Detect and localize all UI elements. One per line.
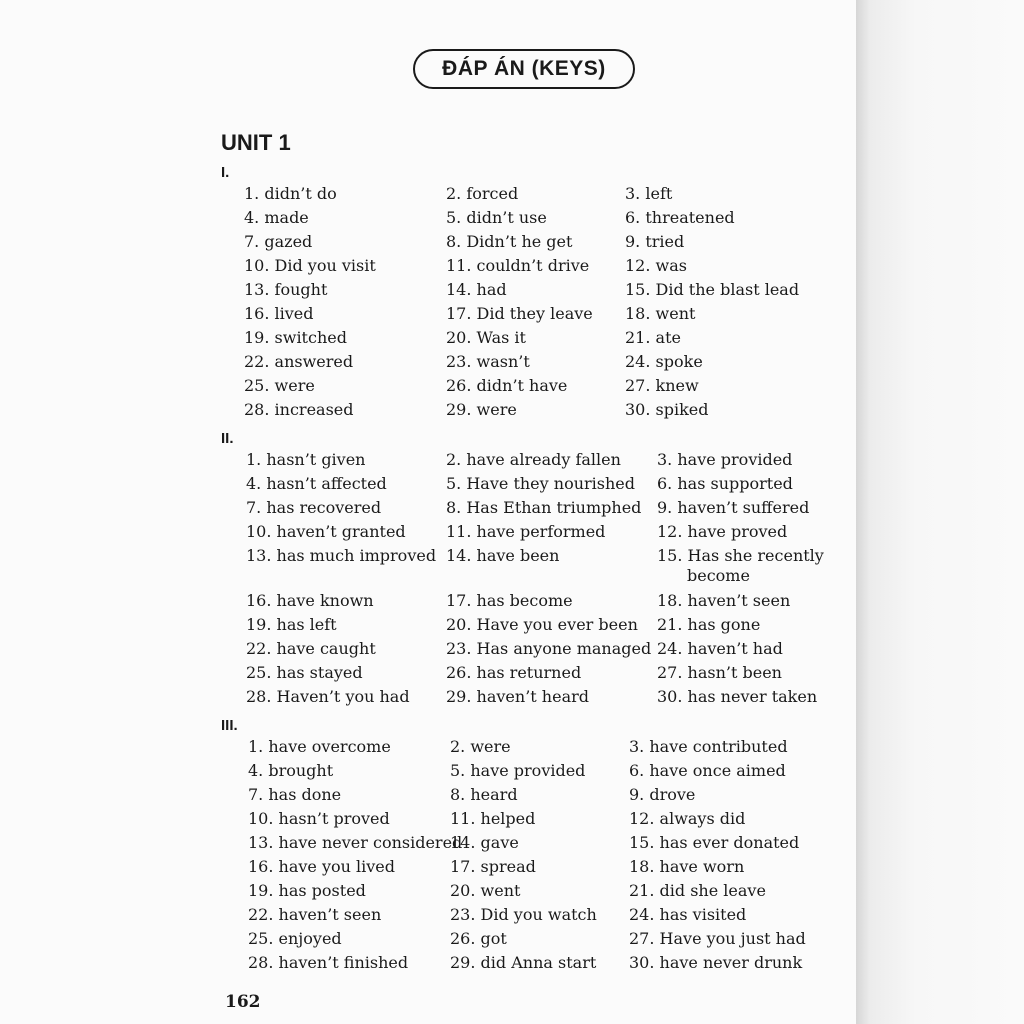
answer-item [629,929,806,949]
answer-text: 19. has left [246,615,337,634]
answer-text: 26. has returned [446,663,582,682]
answer-text: 23. Has anyone managed [446,639,652,658]
answer-item [446,376,567,396]
answer-text: 14. have been [446,546,560,565]
answer-item [657,498,809,518]
answer-item [657,615,760,635]
answer-item [657,639,783,659]
answer-text: 11. have performed [446,522,606,541]
answer-item [244,208,309,228]
answer-item [625,304,695,324]
answer-text: 13. has much improved [246,546,437,565]
answer-text: 11. helped [450,809,536,828]
answer-item [446,184,518,204]
answer-item [629,905,746,925]
answer-item [629,785,695,805]
answer-item [446,663,581,683]
page-gutter-shadow [856,0,1024,1024]
answer-text: 19. has posted [248,881,366,900]
section-label: III. [221,717,238,734]
section-label: I. [221,164,230,181]
answer-text: 1. hasn’t given [246,450,366,469]
answer-text: 29. haven’t heard [446,687,589,706]
answer-text: 20. went [450,881,521,900]
answer-item [657,687,817,707]
answer-text: 10. hasn’t proved [248,809,390,828]
answer-item [246,615,337,635]
answer-text: 29. were [446,400,517,419]
unit-heading: UNIT 1 [221,130,291,155]
answer-item [657,450,792,470]
answer-item [657,591,790,611]
answer-text: 18. went [625,304,696,323]
answer-item [446,474,635,494]
answer-text: 18. have worn [629,857,745,876]
answer-item [450,761,585,781]
answer-item [246,687,410,707]
answer-item [244,400,354,420]
answer-text: 24. haven’t had [657,639,783,658]
answer-item [657,522,787,542]
answer-text: 21. did she leave [629,881,766,900]
answer-item [244,328,347,348]
answer-item [244,352,353,372]
answer-text: 6. has supported [657,474,793,493]
section-label: II. [221,430,234,447]
answer-text-continuation: become [687,566,750,585]
answer-item [450,857,536,877]
answer-item [446,328,526,348]
answer-item [246,450,365,470]
answer-text: 20. Have you ever been [446,615,638,634]
answer-text: 22. have caught [246,639,376,658]
answer-item [446,208,547,228]
answer-text: 21. ate [625,328,681,347]
answer-item [625,208,735,228]
answer-item [446,591,573,611]
answer-item [629,881,766,901]
answer-item [625,184,672,204]
answer-item [625,328,681,348]
answer-item [450,905,597,925]
answer-item [446,615,638,635]
answer-text: 29. did Anna start [450,953,597,972]
answer-text: 21. has gone [657,615,761,634]
answer-text: 6. threatened [625,208,735,227]
answer-item [246,546,436,566]
answer-text: 9. haven’t suffered [657,498,810,517]
answer-item [246,474,387,494]
answer-item [446,687,589,707]
answer-text: 30. has never taken [657,687,818,706]
answer-text: 3. left [625,184,673,203]
answer-text: 25. were [244,376,315,395]
answer-item [246,663,363,683]
answer-item [244,184,337,204]
answer-text: 8. Didn’t he get [446,232,573,251]
answer-text: 11. couldn’t drive [446,256,590,275]
answer-item [446,450,621,470]
answer-item [657,474,793,494]
answer-text: 12. have proved [657,522,788,541]
answer-item [629,761,786,781]
answer-text: 9. tried [625,232,685,251]
answer-text: 17. Did they leave [446,304,593,323]
answer-text: 4. hasn’t affected [246,474,387,493]
answer-text: 14. gave [450,833,519,852]
answer-item [248,737,391,757]
answer-item [248,881,366,901]
answer-text: 15. has ever donated [629,833,800,852]
answer-item [446,232,572,252]
answer-text: 15. Did the blast lead [625,280,800,299]
answer-item [450,833,519,853]
answer-item [450,953,596,973]
answer-text: 4. brought [248,761,334,780]
answer-item [625,376,699,396]
answer-text: 14. had [446,280,507,299]
answer-text: 16. have you lived [248,857,396,876]
answer-item [244,256,376,276]
answer-item [625,352,703,372]
answer-item [248,929,342,949]
answer-text: 12. always did [629,809,746,828]
answer-text: 27. Have you just had [629,929,806,948]
answer-text: 24. has visited [629,905,747,924]
answer-text: 28. increased [244,400,354,419]
answer-text: 28. Haven’t you had [246,687,410,706]
answer-item [248,857,395,877]
answer-item [450,929,507,949]
answer-text: 25. enjoyed [248,929,342,948]
answer-item [629,857,744,877]
answer-text: 30. have never drunk [629,953,803,972]
answer-text: 7. gazed [244,232,313,251]
answer-item [450,881,520,901]
answer-item [450,809,535,829]
answer-item [625,232,684,252]
answer-text: 2. have already fallen [446,450,621,469]
answer-item [244,232,312,252]
answer-text: 5. didn’t use [446,208,547,227]
answer-item [248,785,341,805]
answer-item [446,280,507,300]
answer-text: 22. answered [244,352,354,371]
answer-text: 1. didn’t do [244,184,337,203]
answer-item [629,737,788,757]
answer-item [625,400,709,420]
answer-item [657,546,824,586]
answer-text: 3. have provided [657,450,793,469]
page-title: ĐÁP ÁN (KEYS) [413,49,635,89]
answer-text: 25. has stayed [246,663,363,682]
answer-text: 7. has recovered [246,498,382,517]
answer-text: 27. hasn’t been [657,663,782,682]
answer-text: 6. have once aimed [629,761,786,780]
answer-item [248,761,333,781]
answer-text: 8. heard [450,785,518,804]
answer-item [246,591,374,611]
answer-text: 3. have contributed [629,737,788,756]
answer-text: 16. have known [246,591,374,610]
answer-text: 13. fought [244,280,328,299]
answer-text: 18. haven’t seen [657,591,791,610]
answer-text: 9. drove [629,785,696,804]
answer-text: 26. didn’t have [446,376,568,395]
answer-item [446,400,517,420]
answer-text: 24. spoke [625,352,703,371]
answer-text: 19. switched [244,328,347,347]
answer-text: 1. have overcome [248,737,391,756]
answer-item [244,304,314,324]
answer-text: 17. has become [446,591,573,610]
answer-text: 13. have never considered [248,833,463,852]
answer-item [446,639,651,659]
answer-text: 15. Has she recently [657,546,824,565]
answer-text: 26. got [450,929,507,948]
answer-item [657,663,782,683]
answer-text: 8. Has Ethan triumphed [446,498,642,517]
answer-item [248,833,462,853]
answer-text: 4. made [244,208,309,227]
answer-text: 27. knew [625,376,699,395]
answer-item [629,833,799,853]
answer-item [244,376,315,396]
answer-text: 23. Did you watch [450,905,597,924]
answer-item [244,280,327,300]
answer-text: 2. forced [446,184,519,203]
answer-text: 10. haven’t granted [246,522,406,541]
answer-text: 5. Have they nourished [446,474,635,493]
answer-item [446,304,593,324]
answer-text: 2. were [450,737,511,756]
answer-text: 28. haven’t finished [248,953,409,972]
answer-item [625,280,799,300]
answer-item [246,639,376,659]
answer-text: 16. lived [244,304,314,323]
answer-item [629,809,745,829]
answer-item [246,498,381,518]
answer-text: 22. haven’t seen [248,905,382,924]
answer-item [248,953,408,973]
answer-item [248,905,381,925]
answer-item [446,522,605,542]
answer-text: 30. spiked [625,400,709,419]
answer-item [248,809,390,829]
answer-item [625,256,687,276]
answer-item [629,953,802,973]
answer-text: 5. have provided [450,761,586,780]
answer-item [446,352,530,372]
answer-text: 7. has done [248,785,342,804]
answer-item [246,522,406,542]
answer-text: 17. spread [450,857,536,876]
answer-item [450,737,511,757]
answer-item [450,785,518,805]
answer-text: 20. Was it [446,328,526,347]
answer-text: 12. was [625,256,687,275]
answer-item [446,498,641,518]
answer-item [446,546,559,566]
answer-text: 23. wasn’t [446,352,530,371]
answer-text: 10. Did you visit [244,256,376,275]
page-number: 162 [225,992,261,1012]
answer-item [446,256,589,276]
